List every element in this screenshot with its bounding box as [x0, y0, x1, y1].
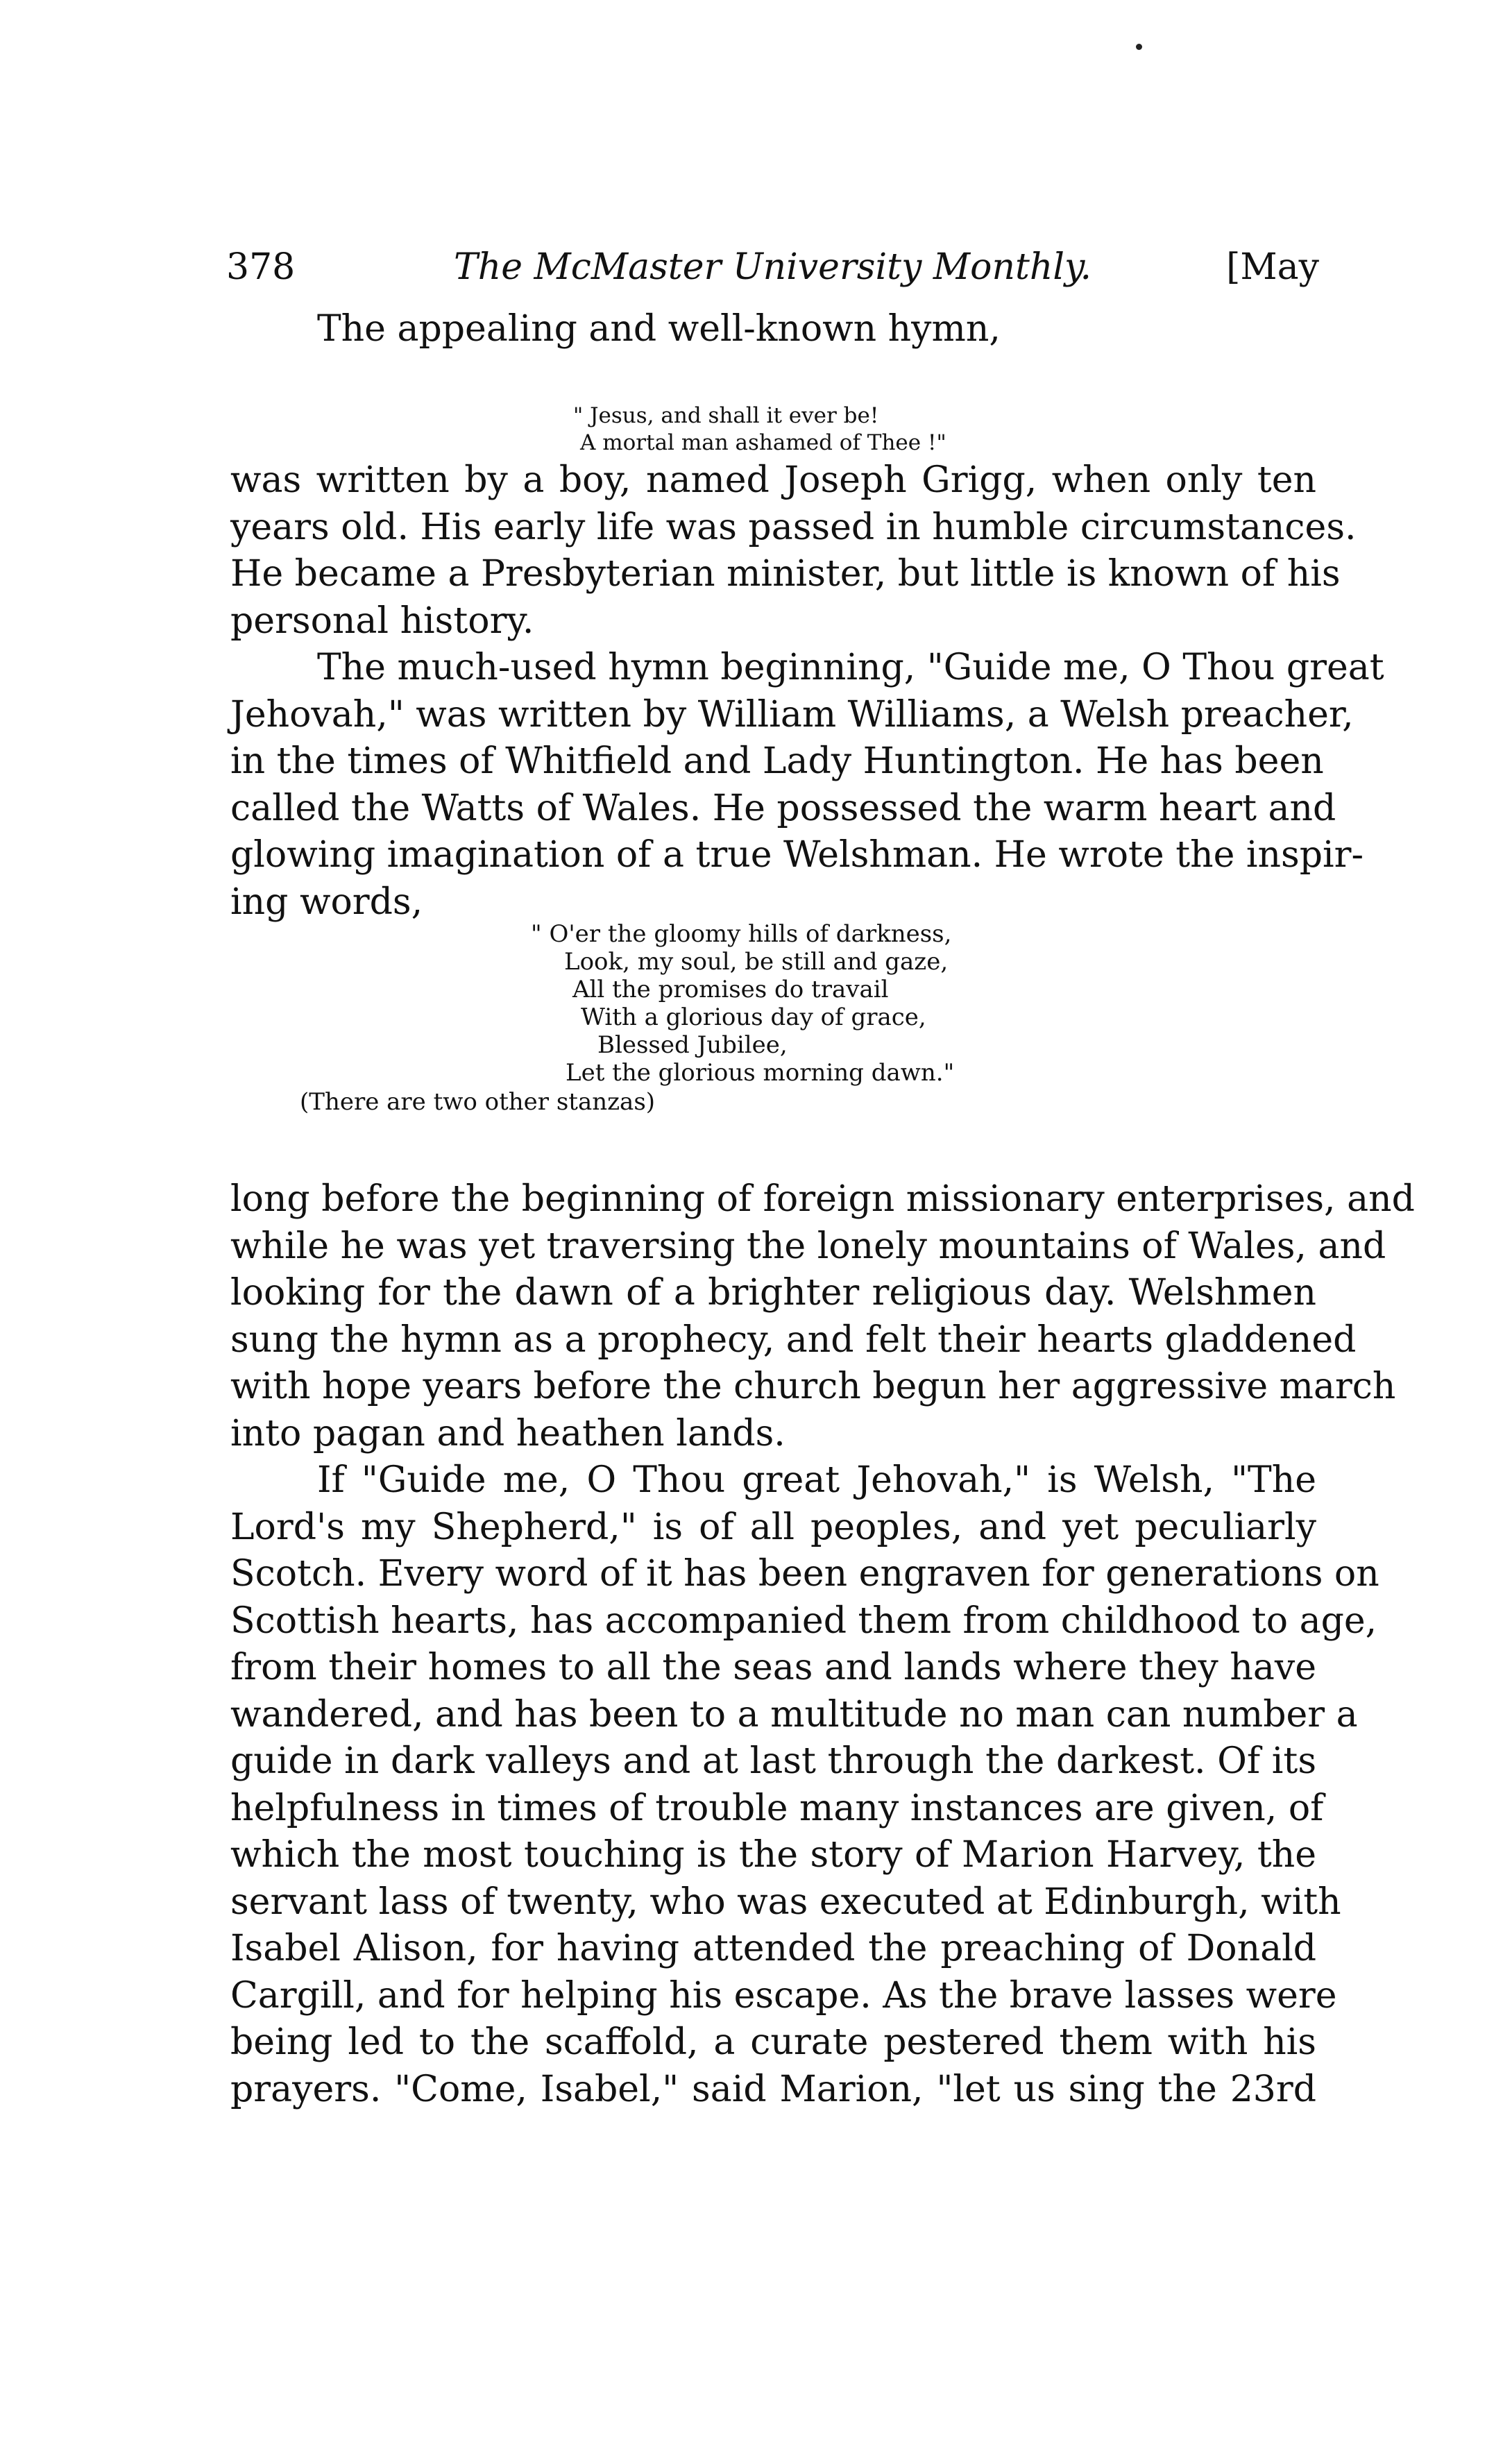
verse-line: Look, my soul, be still and gaze, — [564, 948, 949, 976]
text-line: being led to the scaffold, a curate pestered them with his — [230, 2021, 1316, 2063]
verse-line: Let the glorious morning dawn." — [566, 1059, 955, 1087]
text-line: Cargill, and for helping his escape. As the brave lasses were — [230, 1974, 1337, 2017]
text-line: The appealing and well-known hymn, — [317, 308, 1001, 350]
text-line: in the times of Whitfield and Lady Huntington. He has been — [230, 740, 1324, 782]
text-line: wandered, and has been to a multitude no man can number a — [230, 1693, 1358, 1736]
text-line: ing words, — [230, 881, 423, 923]
intro-paragraph — [230, 306, 1316, 353]
text-line: He became a Presbyterian minister, but little is known of his — [230, 553, 1341, 595]
issue-month: [May — [1226, 246, 1319, 288]
text-line: Lord's my Shepherd," is of all peoples, and yet peculiarly — [230, 1506, 1316, 1548]
text-line: which the most touching is the story of Marion Harvey, the — [230, 1834, 1316, 1876]
paragraph-grigg — [230, 457, 1384, 926]
verse-line: " O'er the gloomy hills of darkness, — [531, 920, 952, 948]
quote-line: " Jesus, and shall it ever be! — [573, 403, 879, 428]
text-line: with hope years before the church begun her aggressive march — [230, 1366, 1396, 1407]
text-line: was written by a boy, named Joseph Grigg, when only ten — [230, 459, 1316, 501]
verse-line: All the promises do travail — [572, 976, 889, 1003]
text-line: looking for the dawn of a brighter religious day. Welshmen — [230, 1272, 1316, 1314]
running-header — [226, 239, 1319, 295]
text-line: sung the hymn as a prophecy, and felt their hearts gladdened — [230, 1318, 1357, 1361]
page-number: 378 — [226, 246, 296, 288]
text-line: long before the beginning of foreign missionary enterprises, and — [230, 1178, 1415, 1220]
text-line: servant lass of twenty, who was executed at Edinburgh, with — [230, 1881, 1341, 1923]
verse-note: (There are two other stanzas) — [300, 1088, 656, 1116]
text-line: while he was yet traversing the lonely mountains of Wales, and — [230, 1225, 1386, 1267]
verse-line: Blessed Jubilee, — [597, 1031, 788, 1059]
text-line: The much-used hymn beginning, "Guide me, O Thou great — [317, 647, 1384, 688]
text-line: helpfulness in times of trouble many instances are given, of — [230, 1787, 1324, 1829]
text-line: Scottish hearts, has accompanied them from childhood to age, — [230, 1600, 1377, 1642]
text-line: If "Guide me, O Thou great Jehovah," is Welsh, "The — [317, 1459, 1316, 1501]
verse-line: With a glorious day of grace, — [581, 1003, 926, 1031]
text-line: called the Watts of Wales. He possessed the warm heart and — [230, 787, 1336, 829]
text-line: years old. His early life was passed in humble circumstances. — [230, 506, 1357, 548]
text-line: Jehovah," was written by William Williams, a Welsh preacher, — [230, 693, 1354, 736]
hymn-verse — [531, 920, 955, 1087]
text-line: Isabel Alison, for having attended the preaching of Donald — [230, 1928, 1316, 1969]
text-line: guide in dark valleys and at last through the darkest. Of its — [230, 1740, 1316, 1782]
ink-speck — [1136, 44, 1142, 50]
journal-title: The McMaster University Monthly. — [454, 246, 1091, 288]
text-line: prayers. "Come, Isabel," said Marion, "let us sing the 23rd — [230, 2068, 1316, 2110]
text-line: glowing imagination of a true Welshman. He wrote the inspir- — [230, 834, 1364, 876]
text-line: Scotch. Every word of it has been engraven for generations on — [230, 1553, 1379, 1595]
text-line: from their homes to all the seas and lands where they have — [230, 1647, 1316, 1688]
hymn-quote — [573, 402, 946, 457]
text-line: into pagan and heathen lands. — [230, 1412, 785, 1454]
paragraph-williams — [230, 1176, 1415, 2113]
quote-line: A mortal man ashamed of Thee !" — [580, 430, 946, 455]
text-line: personal history. — [230, 600, 534, 642]
